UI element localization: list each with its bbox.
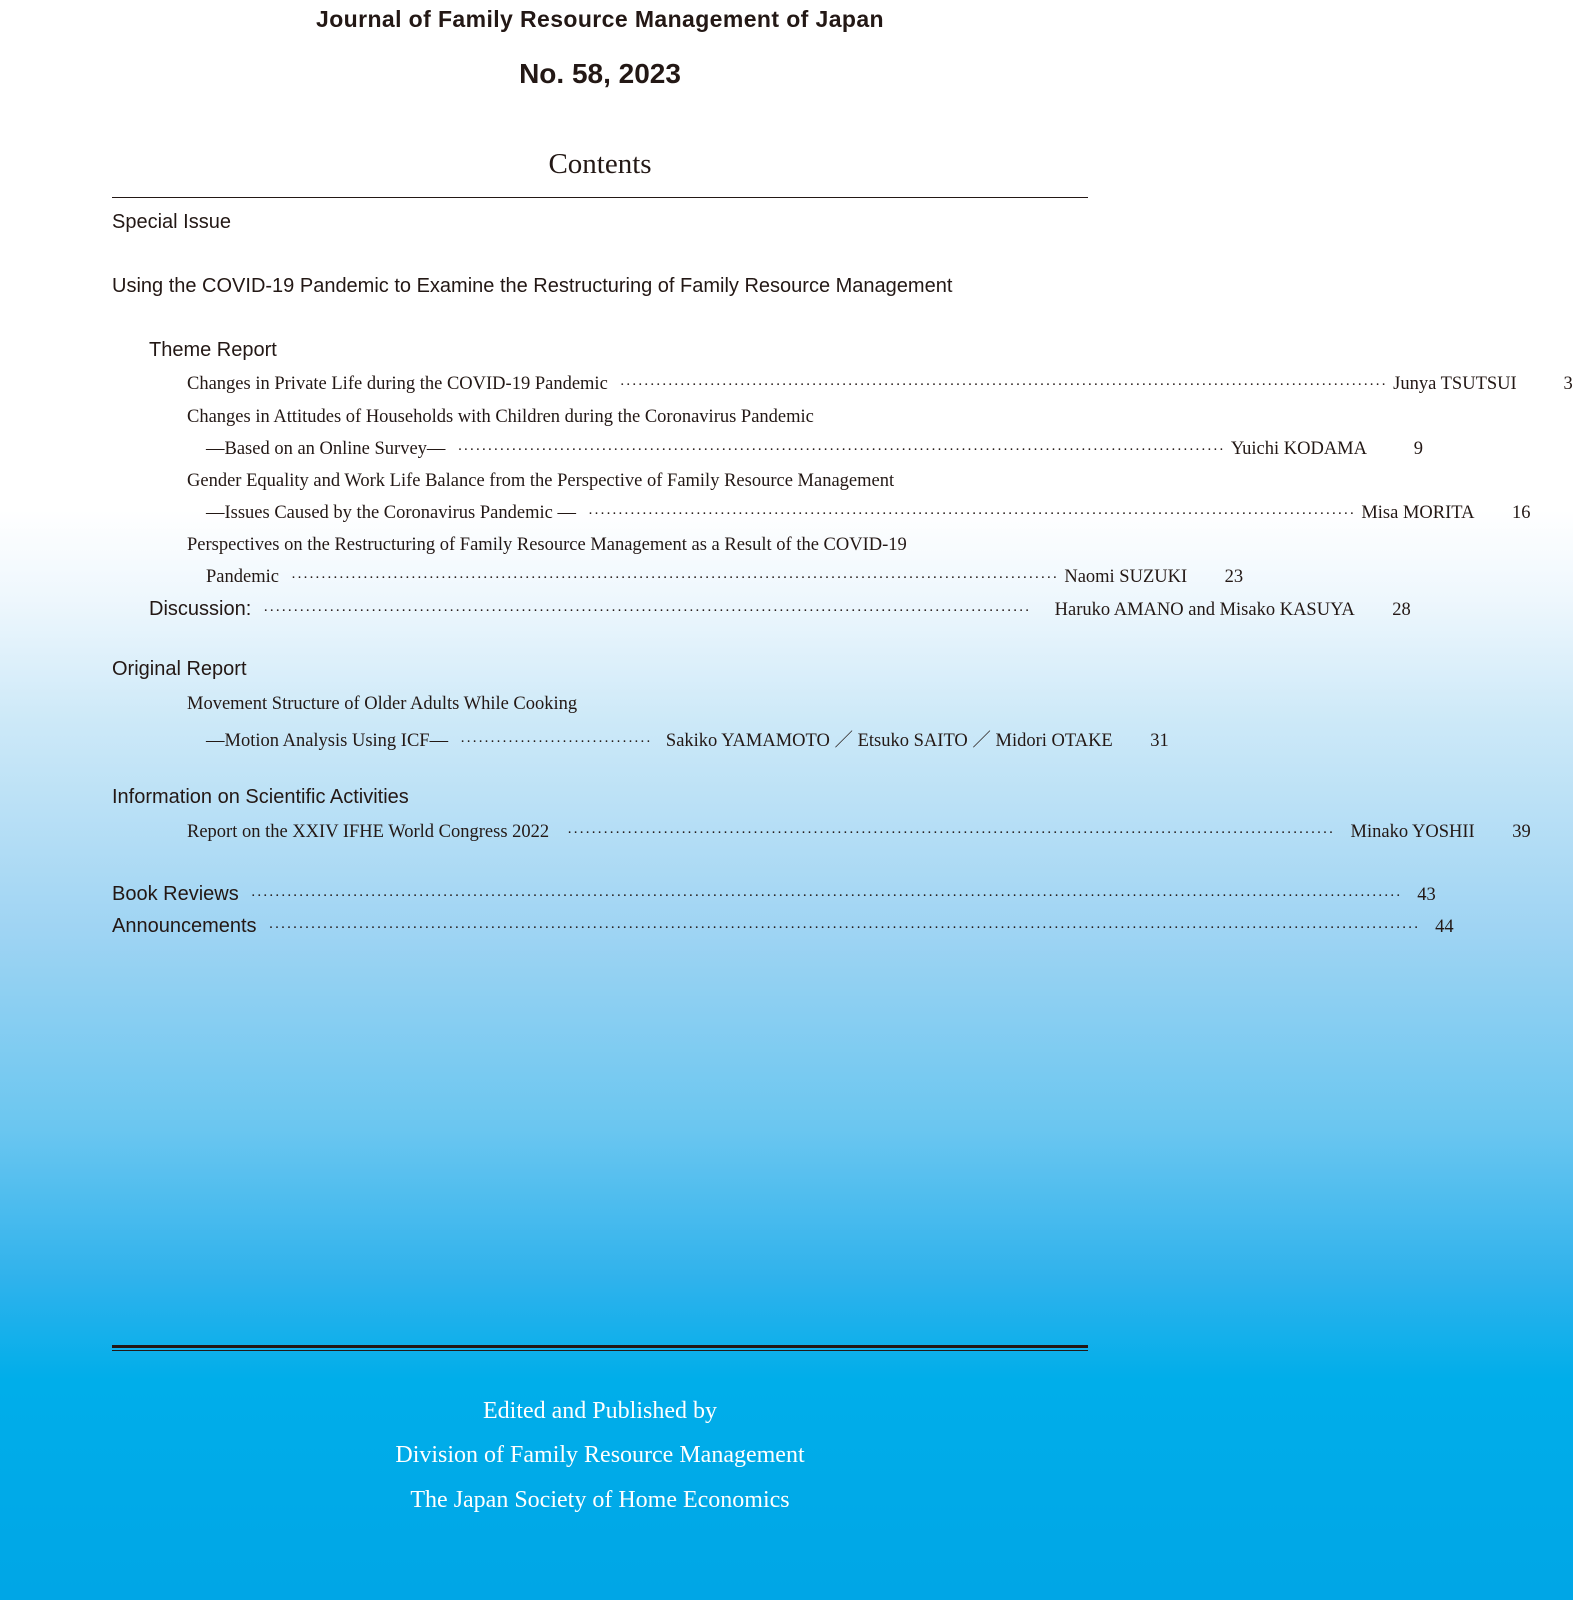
entry-subtitle: Pandemic	[206, 567, 279, 587]
toc-entry[interactable]	[187, 374, 1573, 402]
discussion-label: Discussion:	[149, 598, 252, 620]
entry-subtitle: ―Based on an Online Survey―	[206, 439, 446, 459]
entry-author: Yuichi KODAMA	[1230, 439, 1367, 459]
entry-author: Haruko AMANO and Misako KASUYA	[1054, 600, 1355, 620]
entry-title-line1: Perspectives on the Restructuring of Family Resource Management as a Result of the COVID-19	[187, 535, 907, 555]
entry-page: 31	[1150, 731, 1169, 751]
entry-title: Report on the XXIV IFHE World Congress 2022	[187, 822, 550, 842]
toc-entry[interactable]	[206, 726, 1169, 754]
entry-author: Minako YOSHII	[1350, 822, 1475, 842]
publisher-line-3: The Japan Society of Home Economics	[410, 1487, 790, 1513]
info-section-label: Information on Scientific Activities	[112, 786, 409, 808]
theme-report-label: Theme Report	[149, 339, 277, 361]
special-issue-label: Special Issue	[112, 211, 231, 233]
toc-entry-announcements[interactable]	[112, 915, 1454, 943]
entry-title: Changes in Private Life during the COVID-19 Pandemic	[187, 374, 608, 394]
announcements-label: Announcements	[112, 915, 257, 937]
leader-dots: ································································································································	[290, 570, 1059, 586]
entry-page: 3	[1563, 374, 1573, 394]
entry-page: 43	[1417, 885, 1436, 905]
toc-entry[interactable]	[206, 567, 1244, 595]
leader-dots: ································································································································	[457, 442, 1225, 458]
entry-author: Misa MORITA	[1361, 503, 1475, 523]
publisher-line-2: Division of Family Resource Management	[395, 1442, 805, 1468]
entry-title-line1: Movement Structure of Older Adults While Cooking	[187, 694, 578, 714]
entry-page: 16	[1511, 503, 1531, 523]
toc-entry[interactable]	[187, 822, 1531, 850]
leader-dots: ································································································································	[619, 377, 1388, 393]
entry-subtitle: ―Motion Analysis Using ICF―	[206, 731, 449, 751]
toc-entry-book-reviews[interactable]	[112, 883, 1436, 911]
footer-double-rule	[112, 1345, 1088, 1351]
toc-entry[interactable]	[206, 439, 1423, 467]
leader-dots: ································································································································	[587, 506, 1356, 522]
entry-title-line1: Gender Equality and Work Life Balance from the Perspective of Family Resource Management	[187, 471, 895, 491]
entry-page: 9	[1413, 439, 1423, 459]
original-report-label: Original Report	[112, 658, 247, 680]
publisher-line-1: Edited and Published by	[483, 1398, 717, 1424]
toc-entry[interactable]	[206, 503, 1531, 531]
entry-page: 28	[1392, 600, 1411, 620]
leader-dots: ································································································································	[567, 825, 1335, 841]
entry-author: Sakiko YAMAMOTO ／ Etsuko SAITO ／ Midori OTAKE	[665, 731, 1113, 751]
toc-entry-discussion[interactable]	[149, 598, 1411, 626]
entry-title-line1: Changes in Attitudes of Households with Children during the Coronavirus Pandemic	[187, 407, 814, 427]
issue-number: No. 58, 2023	[519, 58, 681, 89]
leader-dots: ································································································································································································	[268, 920, 1420, 936]
entry-author: Naomi SUZUKI	[1064, 567, 1188, 587]
special-issue-theme: Using the COVID-19 Pandemic to Examine the Restructuring of Family Resource Management	[112, 275, 953, 297]
leader-dots: ································	[460, 734, 652, 750]
contents-heading: Contents	[548, 148, 652, 180]
entry-page: 23	[1224, 567, 1244, 587]
book-reviews-label: Book Reviews	[112, 883, 239, 905]
leader-dots: ································································································································	[263, 603, 1031, 619]
journal-title: Journal of Family Resource Management of Japan	[316, 6, 884, 32]
entry-author: Junya TSUTSUI	[1393, 374, 1517, 394]
leader-dots: ································································································································································································	[250, 888, 1402, 904]
entry-page: 39	[1512, 822, 1531, 842]
header-rule	[112, 197, 1088, 198]
entry-page: 44	[1435, 917, 1454, 937]
entry-subtitle: ―Issues Caused by the Coronavirus Pandemic ―	[206, 503, 576, 523]
